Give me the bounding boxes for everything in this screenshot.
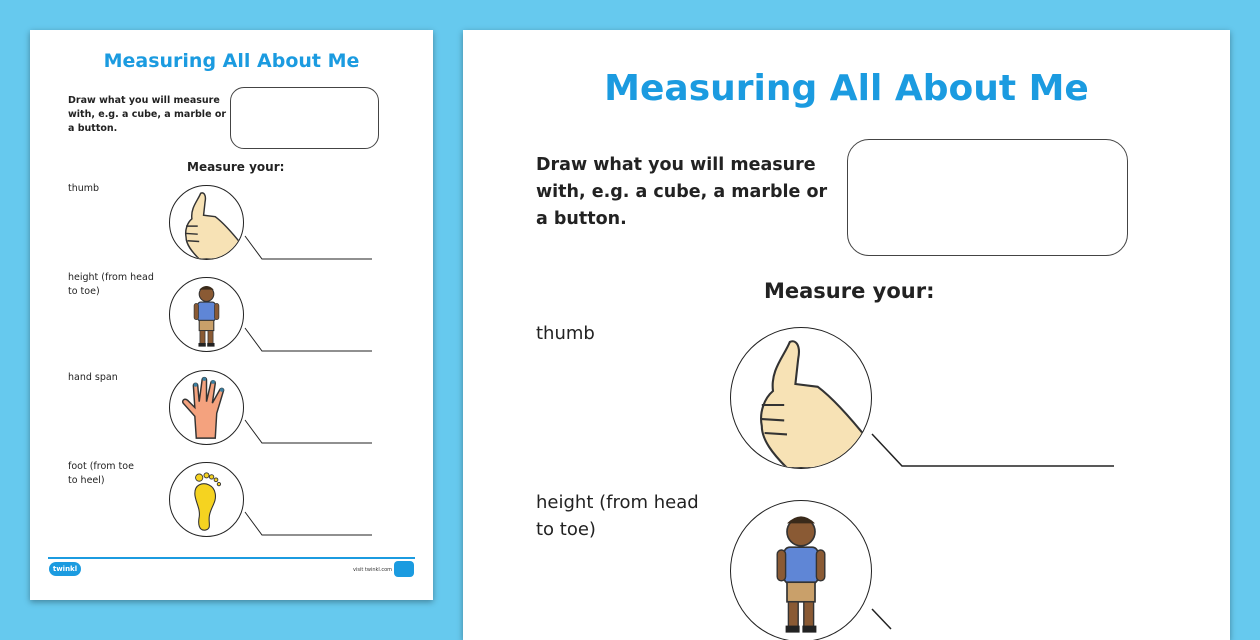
worksheet-thumbnail[interactable] bbox=[30, 30, 433, 600]
footprint-icon bbox=[169, 462, 244, 537]
page-title: Measuring All About Me bbox=[103, 50, 360, 72]
drawing-box bbox=[847, 139, 1128, 256]
answer-line-height bbox=[871, 608, 911, 630]
twinkl-badge-icon bbox=[394, 561, 414, 577]
answer-line-height bbox=[244, 327, 374, 353]
child-figure-icon bbox=[730, 500, 872, 640]
footer-url: visit twinkl.com bbox=[353, 567, 393, 573]
worksheet-preview[interactable] bbox=[463, 30, 1230, 640]
answer-line-thumb bbox=[244, 235, 374, 261]
item-label-height: height (from head to toe) bbox=[68, 272, 154, 297]
answer-line-hand-span bbox=[244, 419, 374, 445]
answer-line-thumb bbox=[871, 433, 1116, 468]
thumbs-up-icon bbox=[169, 185, 244, 260]
measure-heading: Measure your: bbox=[187, 160, 285, 174]
item-label-foot: foot (from toe to heel) bbox=[68, 461, 134, 486]
measure-heading: Measure your: bbox=[764, 279, 935, 303]
instruction-text: Draw what you will measure with, e.g. a cube, a marble or a button. bbox=[536, 155, 828, 229]
thumbs-up-icon bbox=[730, 327, 872, 469]
drawing-box bbox=[230, 87, 379, 149]
answer-line-foot bbox=[244, 511, 374, 537]
twinkl-logo: twinkl bbox=[49, 562, 81, 576]
item-label-height: height (from head to toe) bbox=[536, 492, 699, 540]
item-label-thumb: thumb bbox=[536, 323, 595, 344]
instruction-text: Draw what you will measure with, e.g. a cube, a marble or a button. bbox=[68, 95, 227, 134]
footer-divider bbox=[48, 557, 415, 559]
item-label-hand-span: hand span bbox=[68, 372, 118, 383]
hand-icon bbox=[169, 370, 244, 445]
page-title: Measuring All About Me bbox=[604, 68, 1089, 109]
child-figure-icon bbox=[169, 277, 244, 352]
item-label-thumb: thumb bbox=[68, 183, 100, 194]
